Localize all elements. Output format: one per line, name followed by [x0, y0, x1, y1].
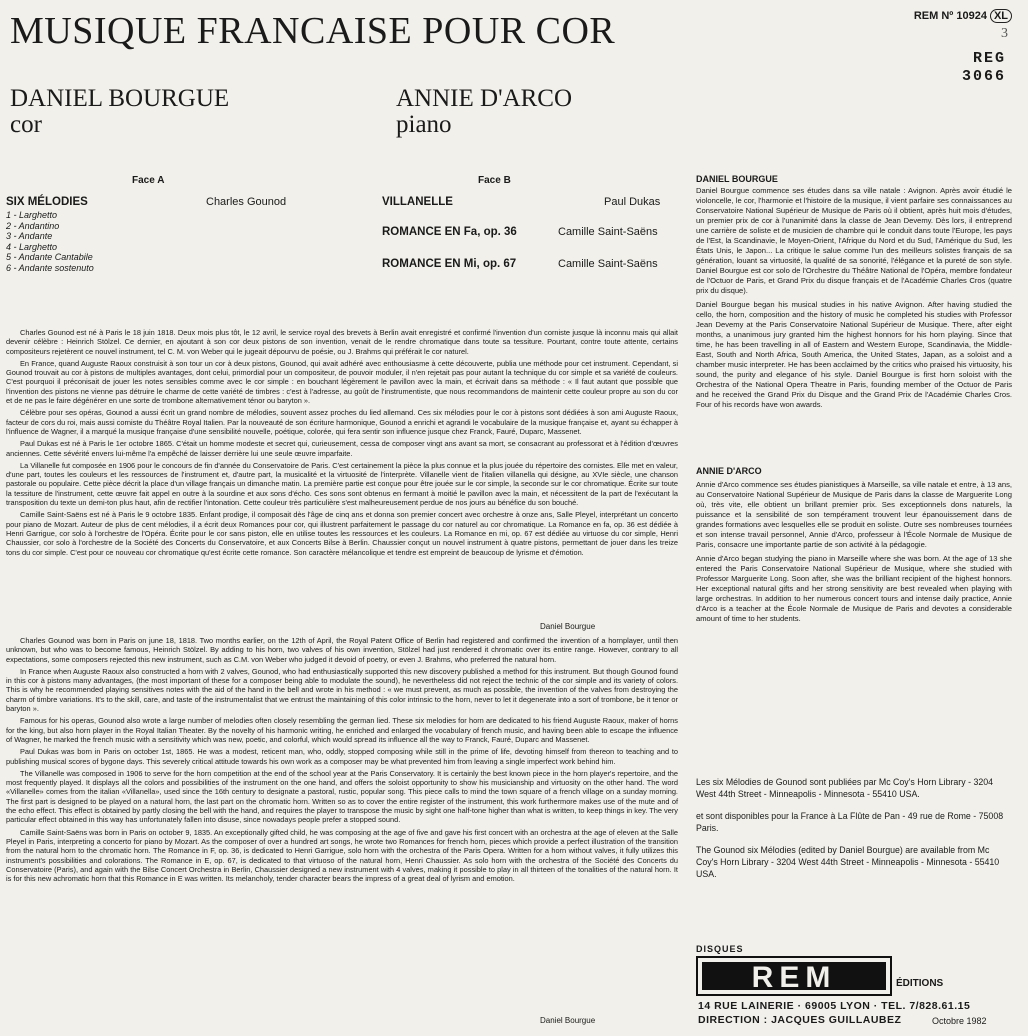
artist-name: ANNIE D'ARCO: [396, 85, 573, 112]
stamp-line-1: REG: [972, 50, 1006, 67]
movement-item: 6 - Andante sostenuto: [6, 262, 94, 273]
rem-logo: [696, 956, 892, 996]
album-title: MUSIQUE FRANCAISE POUR COR: [10, 10, 616, 52]
notes-paragraph: En France, quand Auguste Raoux construisit à son tour un cor à deux pistons, Gounod, qui avait adhéré avec enthousiasme à cette découverte, publia une méthode pour cet instrument. Cependant, si Gounod trouvait au cor à pistons de multiples avantages, dont celui, primordial pour un compositeur, de pouvoir moduler, il n'en rejetait pas pour autant la technique du cor simple et sa variété de couleurs. C'est pourquoi il préconisait de jouer les notes sensibles comme avec le cor simple : en bouchant légèrement le pavillon avec la main, et écrivait dans sa méthode : « Il faut autant que possible que l'invention des pistons ne vienne pas détruire le charme de cette variété de timbres : c'est à l'adresse, au goût de l'instrumentiste, que nous recommandons de maintenir cette couleur propre au son du cor et de ne pas le faire dégénérer en une sorte de trombone alternativement ténor ou baryton ».: [6, 358, 678, 406]
liner-notes-english: [6, 636, 678, 886]
notes-paragraph: The Villanelle was composed in 1906 to serve for the horn competition at the end of the school year at the Paris Conservatory. It is certainly the best known piece in the horn player's repertoire, and the most frequently played. It displays all the colors and possibilities of the instrument on the one hand, and offers the soloist opportunity to show his musicianship and virtuosity on the other hand. The word «Villanelle» comes from the italian «Villanella», used since the 16th century to designate a pastoral, rustic, popular song. This piece calls to mind the town square of a french village on a sunday morning. The first part is designed to be played on a natural horn, the last part on the chromatic horn. Written so as to cover the entire register of the instrument, this work furthermore makes use of the mute and of the echo effect. This effect is obtained by partly closing the bell with the hand, and requires the player to transpose the music by sight one half-tone higher than what is written, to keep things in key. The very particular effect obtained in this way has unfortunately fallen into disuse, since nowadays people prefer a stopped sound.: [6, 768, 678, 825]
stamp-line-2: 3066: [961, 68, 1006, 85]
catalog-number: [914, 10, 1012, 22]
bio-heading: DANIEL BOURGUE: [696, 174, 778, 184]
movement-item: 4 - Larghetto: [6, 241, 58, 252]
face-b-work-title: ROMANCE EN Mi, op. 67: [382, 258, 517, 270]
bio-english: Annie d'Arco began studying the piano in Marseille where she was born. At the age of 13 she entered the Paris Conservatoire National Supérieur de Musique, where she studied with Professor Marguerite Long. Soon after, she was the brilliant recipient of the highest honnors. Her exceptional natural gifts and her strong sensitivity are best revealed when playing with large orchestras. In addition to her numerous concert tours and intense daily practice, Annie d'Arco is a teacher at the École Normale de Musique de Paris and devotes a considerable amount of time to her students.: [696, 554, 1012, 623]
artist-1: [10, 86, 229, 138]
face-b-composer: Camille Saint-Saëns: [558, 258, 658, 270]
publication-info: [696, 776, 1012, 890]
notes-french-signature: Daniel Bourgue: [540, 622, 596, 631]
bio-french: Annie d'Arco commence ses études pianistiques à Marseille, sa ville natale et entre, à 13 ans, au Conservatoire National Supérieur de Musique de Paris dans la classe de Marguerite Long où, très vite, elle obtient un brillant premier prix. Ses exceptionnels dons naturels, la puissance et la sensibilité de son tempérament trouvent leur épanouissement dans de grandes formations avec lesquelles elle se produit en soliste. Outre ses nombreuses tournées et son intense travail personnel, Annie d'Arco, professeur à l'École Normale de Musique de Paris, consacre une importante partie de son activité à la pédagogie.: [696, 480, 1012, 549]
notes-paragraph: Charles Gounod was born in Paris on june 18, 1818. Two months earlier, on the 12th of April, the Royal Patent Office of Berlin had registered and confirmed the invention of a hornplayer, until then unknown, but who was to become famous, Heinrich Stölzel. By adding to his horn, two valves of his own invention, Stölzel had just rendered it chromatic over its entire range. However, contrary to all expectations, some composers rejected this new instrument, such as C.M. von Weber who judged it devoid of poetry, or even J. Brahms, who preferred the natural horn.: [6, 636, 678, 664]
logo-text: REM: [751, 961, 837, 994]
notes-paragraph: Camille Saint-Saëns was born in Paris on october 9, 1835. An exceptionally gifted child, he was composing at the age of five and gave his first concert with an orchestra at the age of eleven at the Salle Pleyel in Paris, interpreting a concerto for piano by Mozart. As the composer of over a hundred art songs, he wrote two Romances for french horn, pieces which provide a perfect illustration of the transition from the natural horn to the chromatic horn. The Romance in F, op. 36, is dedicated to Henri Garrigue, solo horn with the orchestra of the Paris Opera. Written for a horn without valves, it fully utilizes this instrument's possibilities and colorations. The Romance in E, op. 67, is dedicated to that virtuoso of the natural horn, Henri Chaussier. As solo horn with the orchestra of the Société des Concerts du Conservatoire (Paris), and again with the Bilse Concert Orchestra in Berlin, Chaussier designed a new instrument with 4 valves, making it possible to play in all thirteen of the tonalities of the natural horn. It is for this new achromatic horn that this Romance in E was written. Its melancholy, tender character bears the impress of a great deal of lyrism and emotion.: [6, 827, 678, 884]
artist-instrument: piano: [396, 111, 452, 138]
face-b-composer: Camille Saint-Saëns: [558, 226, 658, 238]
publication-paragraph: Les six Mélodies de Gounod sont publiées par Mc Coy's Horn Library - 3204 West 44th Street - Minneapolis - Minnesota - 55410 USA.: [696, 777, 994, 799]
notes-paragraph: Paul Dukas est né à Paris le 1er octobre 1865. C'était un homme modeste et secret qui, curieusement, cessa de composer vingt ans avant sa mort, se consacrant au professorat et à l'édition d'œuvres anciennes. Cette sévérité envers lui-même l'a empêché de laisser derrière lui une seule œuvre imparfaite.: [6, 439, 678, 458]
movement-list: [6, 210, 94, 273]
artist-2: [396, 86, 572, 138]
face-a-work-title: SIX MÉLODIES: [6, 196, 88, 208]
face-b-composer: Paul Dukas: [604, 196, 661, 208]
artist-instrument: cor: [10, 111, 42, 138]
face-b-work-title: ROMANCE EN Fa, op. 36: [382, 226, 517, 238]
liner-notes-french: [6, 328, 678, 560]
artist-name: DANIEL BOURGUE: [10, 85, 230, 112]
face-a-label: Face A: [132, 175, 165, 186]
editions-label: ÉDITIONS: [896, 978, 944, 989]
movement-item: 3 - Andante: [6, 231, 53, 241]
disques-label: DISQUES: [696, 944, 744, 954]
face-a-composer: Charles Gounod: [206, 196, 287, 208]
movement-item: 2 - Andantino: [6, 220, 60, 231]
notes-paragraph: In France when Auguste Raoux also constructed a horn with 2 valves, Gounod, who had enthusiastically supported this new discovery published a method for this instrument. But though Gounod found in this cor à pistons many advantages, (the most important of these for a composer being able to modulate the sound), he nevertheless did not reject the technic of the cor simple and its variety of colors. This is why he recommended playing sensitives notes with the aid of the hand in the bell and wrote in his method : « we must prevent, as much as possible, the invention of the valves from destroying the charm of timbre variations. It's to the skill, care, and taste of the instrumentalist that we entrust the maintaining of this color intrinsic to the horn, never to let it degenerate into a sort of trombone, be it tenor or baryton ».: [6, 666, 678, 714]
notes-paragraph: Camille Saint-Saëns est né à Paris le 9 octobre 1835. Enfant prodige, il composait dès l'âge de cinq ans et donna son premier concert avec orchestre à onze ans, Salle Pleyel, interprétant un concerto pour piano de Mozart. Auteur de plus de cent mélodies, il a écrit deux Romances pour cor, qui illustrent parfaitement le passage du cor naturel au cor chromatique. La Romance en fa, op. 36 est dédiée à Henri Garrigue, cor solo à l'orchestre de l'Opéra. Écrite pour le cor sans piston, elle en utilise toutes les ressources et les couleurs. La Romance en mi, op. 67 est dédiée au virtuose du cor simple, Henri Chaussier, cor solo à l'orchestre de la Société des Concerts du Conservatoire, et aux Concerts Bilse à Berlin. Chaussier conçut un nouvel instrument à quatre pistons, permettant de jouer dans les treize tons du cor simple. C'est pour ce nouveau cor chromatique qu'est écrite cette romance. Son caractère mélancolique et tendre est empreint de beaucoup de lyrisme et d'émotion.: [6, 510, 678, 557]
bio-english: Daniel Bourgue began his musical studies in his native Avignon. After having studied the cello, the horn, composition and the history of music he completed his studies with Professor Jean Devemy at the Paris Conservatoire National Supérieur de Musique. There, after eight months, a unanimous jury granted him the highest honnors for his horn playing. Since that time, he has been travelling in all of Eastern and Western Europe, Scandinavia, the Middle-East, South and North Africa, South America, the United States, Japan, as a soloist and a chamber music interpreter. He has been acclaimed by the critics who praised his virtuosity, his sound, the purity and elegance of his style. Daniel Bourgue is first horn soloist with the Orchestra of the National Opera Theatre in Paris, founding member of the Octuor de Paris and he received the Grand Prix du Disque and the Grand Prix de l'Académie Charles Cros. Four of his records have won awards.: [696, 300, 1012, 409]
catalog-number-text: REM Nº 10924: [913, 10, 987, 22]
notes-paragraph: Famous for his operas, Gounod also wrote a large number of melodies often closely resembling the german lied. These six melodies for horn are dedicated to his friend Auguste Raoux, maker of horns for the king, but also horn player in the Royal Italian Theater. By the novelty of his harmonic writing, he enriched and enlarged the vocabulary of french music, and having been able to escape the influence of Wagner, he marked the french music with a sensitivity which was new, poetic, and colorful, which would spread its influence all the way to Franck, Fauré, Duparc and Massenet.: [6, 716, 678, 744]
bio-heading: ANNIE D'ARCO: [696, 466, 762, 476]
notes-paragraph: Paul Dukas was born in Paris on october 1st, 1865. He was a modest, reticent man, who, oddly, stopped composing while still in the prime of life, devoting himself from thereon to teaching and to publishing musical scores of bygone days. This severely critical attitude towards his own work as a composer may be what prevented him from leaving a single imperfect work behind him.: [6, 747, 678, 766]
movement-item: 1 - Larghetto: [6, 210, 58, 220]
bio-arco: [696, 480, 1012, 628]
publication-paragraph: The Gounod six Mélodies (edited by Daniel Bourgue) are available from Mc Coy's Horn Library - 3204 West 44th Street - Minneapolis - Minnesota - 55410 USA.: [696, 845, 1000, 879]
notes-paragraph: La Villanelle fut composée en 1906 pour le concours de fin d'année du Conservatoire de Paris. C'est certainement la pièce la plus connue et la plus jouée du répertoire des cornistes. Elle met en valeur, d'une part, toutes les couleurs et les ressources de l'instrument et, d'autre part, la musicalité et la virtuosité de l'interprète. Villanelle vient de l'italien villanella qui désigne, au XVIe siècle, une chanson pastorale ou populaire. Cette pièce décrit la place d'un village français un dimanche matin. La première partie est conçue pour être jouée sur le cor simple, la seconde sur le cor chromatique. Écrite sur toute la tessiture de l'instrument, cette œuvre fait appel en outre à la sourdine et aux sons d'écho. Ces sons sont obtenus en fermant à moitié le pavillon avec la main, et nécessitent de la part de l'exécutant la transposition du texte un demi-ton plus haut, afin de rectifier l'intonation. Cette couleur très particulière s'est malheureusement perdue de nos jours au bénéfice du son bouché.: [6, 460, 678, 508]
library-stamp: [962, 50, 1006, 86]
notes-english-signature: Daniel Bourgue: [540, 1016, 596, 1025]
face-b-work-title: VILLANELLE: [382, 196, 453, 208]
catalog-badge: XL: [990, 9, 1012, 23]
movement-item: 5 - Andante Cantabile: [6, 252, 93, 262]
publication-paragraph: et sont disponibles pour la France à La Flûte de Pan - 49 rue de Rome - 75008 Paris.: [696, 811, 1004, 833]
label-direction: DIRECTION : JACQUES GUILLAUBEZ: [698, 1014, 902, 1026]
handwritten-mark: 3: [1001, 26, 1008, 41]
face-b-label: Face B: [478, 175, 511, 186]
bio-french: Daniel Bourgue commence ses études dans sa ville natale : Avignon. Après avoir étudié le violoncelle, le cor, l'harmonie et l'histoire de la musique, il vient parfaire ses connaissances au Conservatoire National Supérieur de Musique de Paris où il obtient, après huit mois d'études, un premier prix de cor à l'unanimité dans la classe de Jean Devemy. Dès lors, il entreprend une carrière de soliste et de musicien de chambre qui le conduit dans toute l'Europe, les pays de l'Est, la Scandinavie, le Moyen-Orient, l'Afrique du Nord et du Sud, l'Amérique du Sud, les États Unis, le Japon... La critique le salue comme l'un des meilleurs solistes français de sa génération, louant sa virtuosité, la qualité de sa sonorité, l'élégance et la pureté de son style. Daniel Bourgue est cor solo de l'Orchestre du Théâtre National de l'Opéra, membre fondateur de l'Octuor de Paris, et Grand Prix du disque français et de l'Académie Charles Cros (quatre prix du disque).: [696, 186, 1012, 295]
notes-paragraph: Célèbre pour ses opéras, Gounod a aussi écrit un grand nombre de mélodies, souvent assez proches du lied allemand. Ces six mélodies pour le cor à pistons sont dédiées à son ami Auguste Raoux, facteur de cors du roi, mais aussi corniste du Théâtre Royal Italien. Par la nouveauté de son écriture harmonique, Gounod a enrichi et agrandi le vocabulaire de la musique française et, ayant su échapper à l'influence de Wagner, il a marqué la musique française d'une sensibilité nouvelle, poétique, colorée, qui fera sentir son influence jusque chez Franck, Fauré, Duparc, Massenet.: [6, 408, 678, 436]
label-address: 14 RUE LAINERIE · 69005 LYON · TEL. 7/828.61.15: [698, 1000, 971, 1012]
release-date: Octobre 1982: [932, 1016, 987, 1026]
notes-paragraph: Charles Gounod est né à Paris le 18 juin 1818. Deux mois plus tôt, le 12 avril, le service royal des brevets à Berlin avait enregistré et confirmé l'invention d'un corniste jusque là inconnu mais qui allait devenir célèbre : Heinrich Stölzel. Ce dernier, en ajoutant à son cor deux pistons de son invention, venait de le rendre chromatique dans toute sa tessiture. Pourtant, contre toute attente, certains compositeurs rejetèrent ce nouvel instrument, tel C. M. von Weber qui le jugeait dépourvu de poésie, ou J. Brahms qui préférait le cor naturel.: [6, 328, 678, 356]
bio-bourgue: [696, 186, 1012, 414]
